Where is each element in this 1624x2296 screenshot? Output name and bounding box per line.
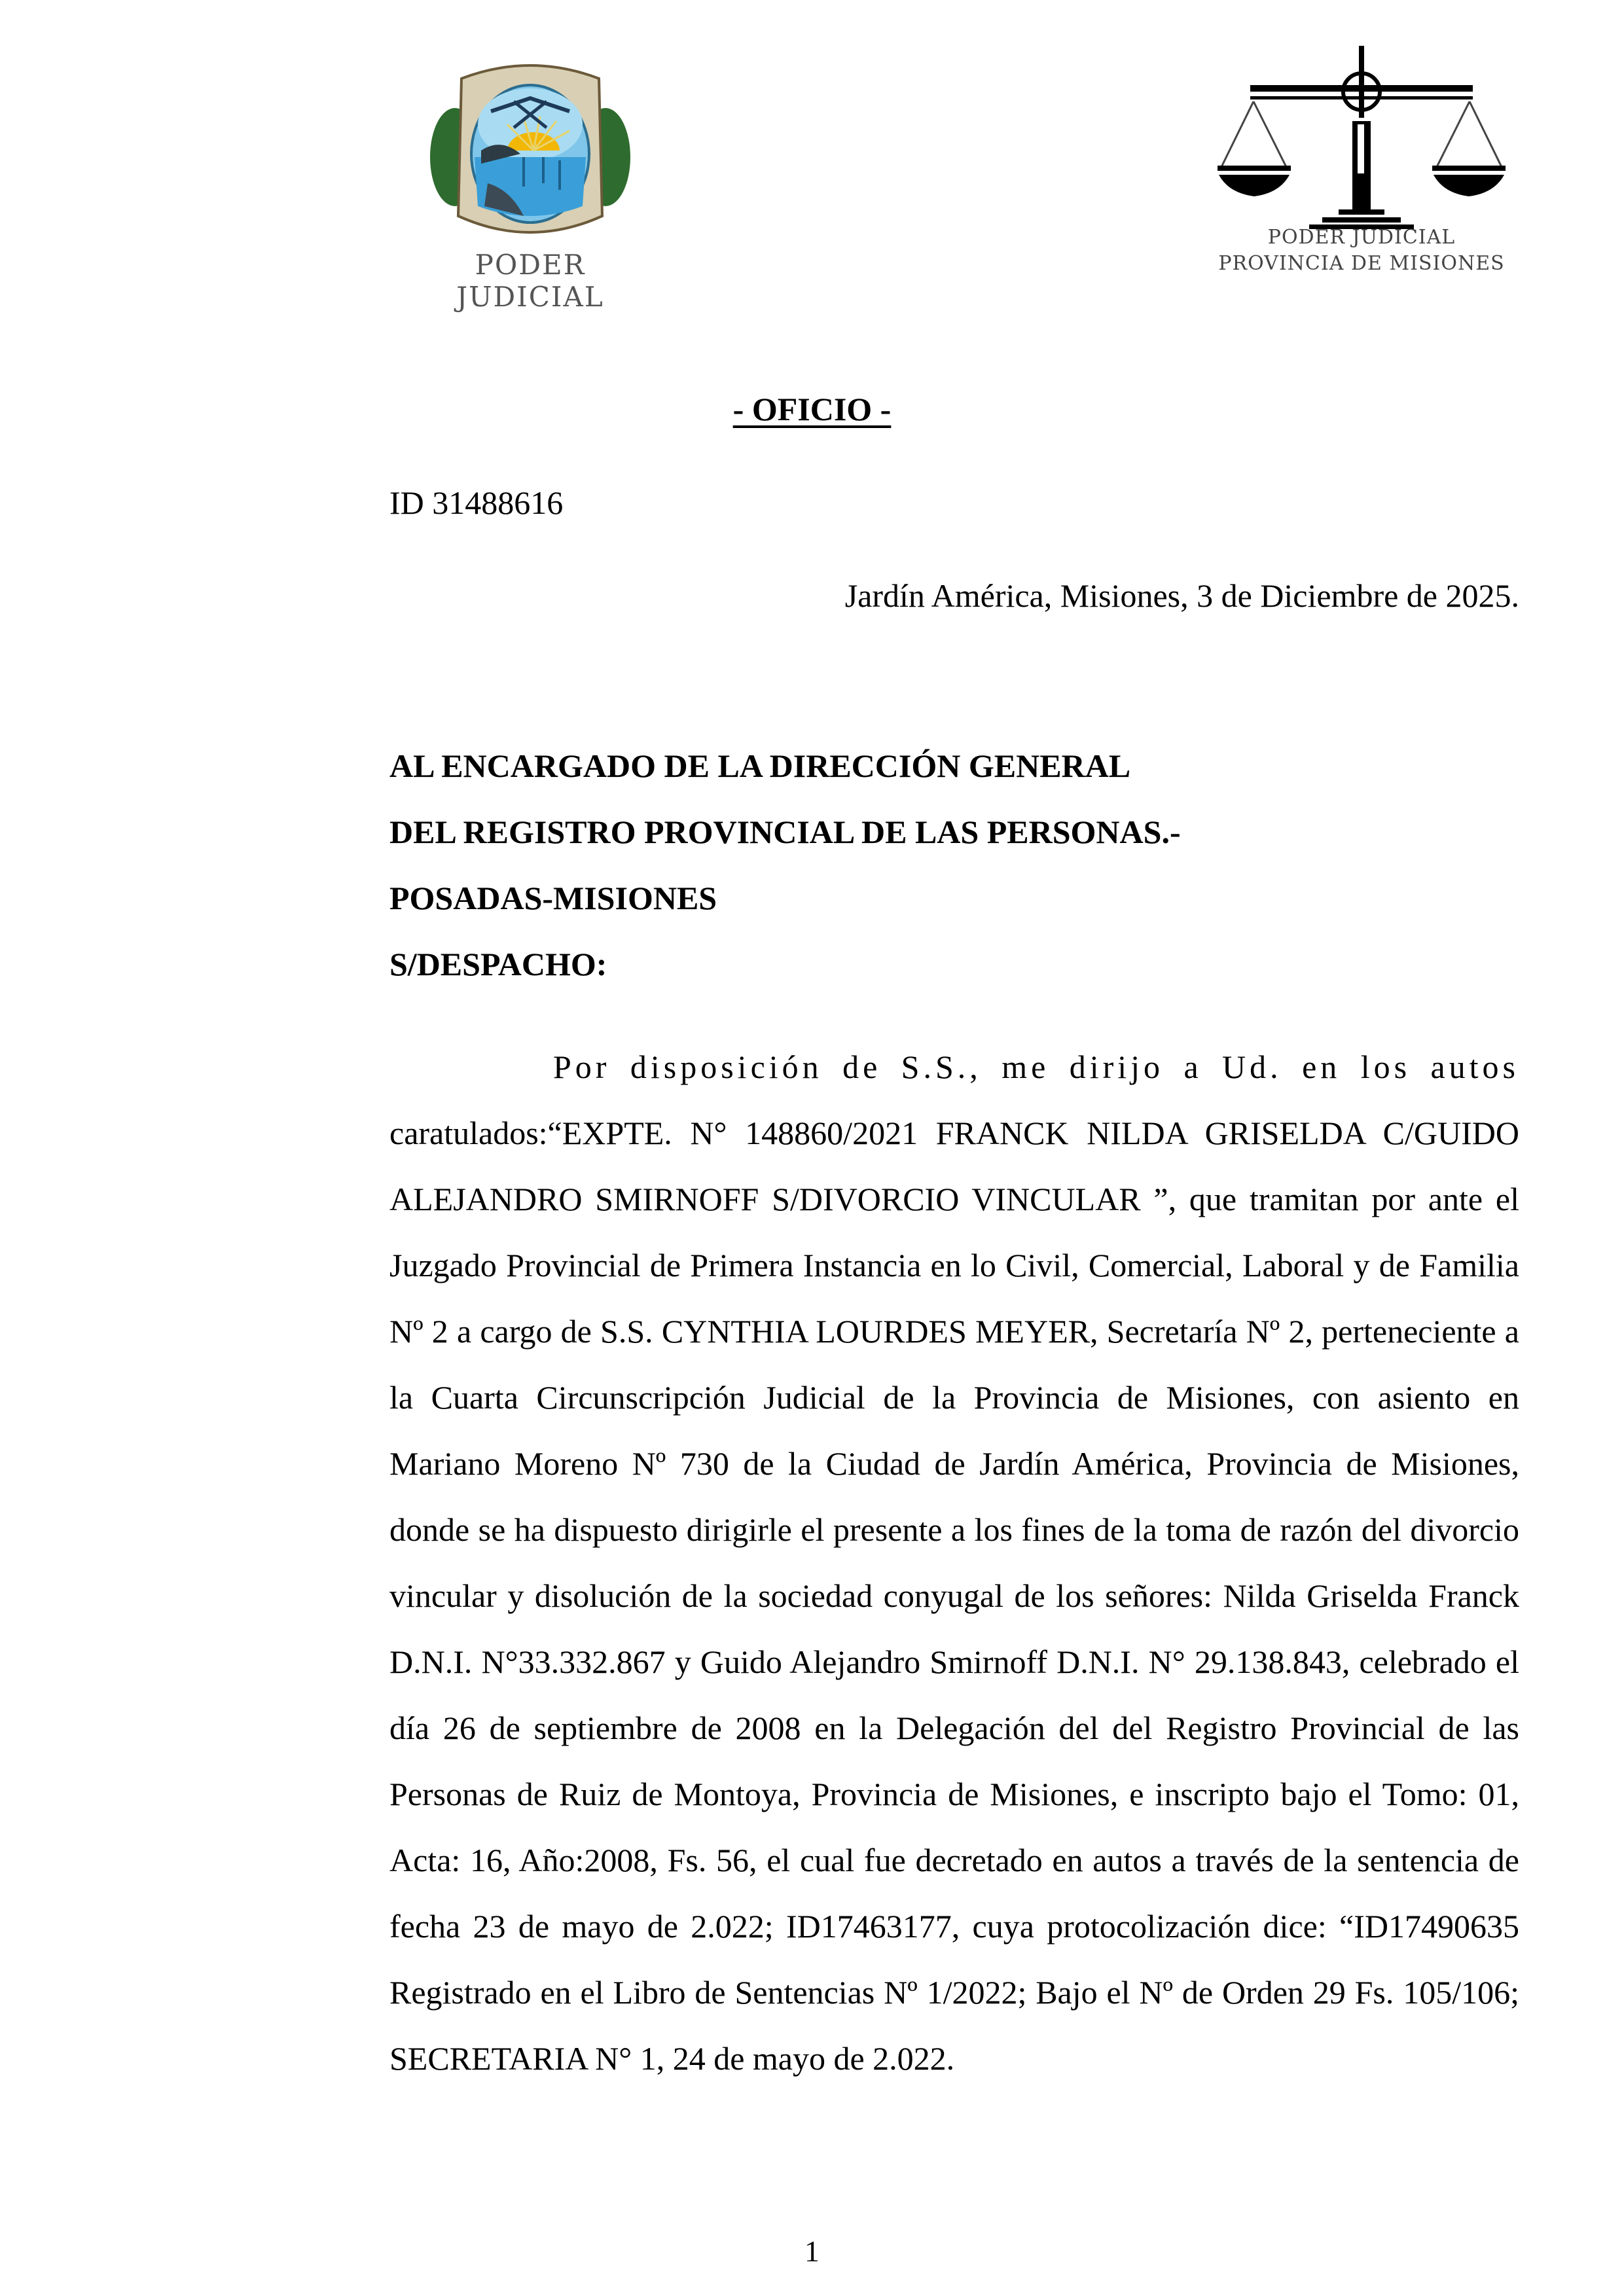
addressee-block xyxy=(389,733,1528,997)
body-line: Acta: 16, Año:2008, Fs. 56, el cual fue decretado en autos a través de la sentencia de xyxy=(389,1842,1519,1878)
body-line: donde se ha dispuesto dirigirle el presente a los fines de la toma de razón del divorcio xyxy=(389,1511,1519,1548)
body-line: Personas de Ruiz de Montoya, Provincia de Misiones, e inscripto bajo el Tomo: 01, xyxy=(389,1776,1519,1812)
body-line: ALEJANDRO SMIRNOFF S/DIVORCIO VINCULAR ”, que tramitan por ante el xyxy=(389,1181,1519,1217)
body-line: Mariano Moreno Nº 730 de la Ciudad de Jardín América, Provincia de Misiones, xyxy=(389,1445,1519,1482)
addressee-line: S/DESPACHO: xyxy=(389,946,607,982)
body-line: fecha 23 de mayo de 2.022; ID17463177, cuya protocolización dice: “ID17490635 xyxy=(389,1908,1519,1945)
body-line: Registrado en el Libro de Sentencias Nº 1/2022; Bajo el Nº de Orden 29 Fs. 105/106; xyxy=(389,1974,1519,2011)
addressee-line: POSADAS-MISIONES xyxy=(389,880,717,916)
body-line: D.N.I. N°33.332.867 y Guido Alejandro Smirnoff D.N.I. N° 29.138.843, celebrado el xyxy=(389,1643,1519,1680)
place-and-date: Jardín América, Misiones, 3 de Diciembre de 2025. xyxy=(844,577,1519,614)
right-logo-caption-line1: PODER JUDICIAL xyxy=(1267,226,1456,249)
left-logo-caption: PODER JUDICIAL xyxy=(456,249,604,313)
poder-judicial-misiones-seal xyxy=(409,52,651,313)
body-line: la Cuarta Circunscripción Judicial de la Provincia de Misiones, con asiento en xyxy=(389,1379,1519,1416)
page-number: 1 xyxy=(804,2234,820,2268)
body-line: día 26 de septiembre de 2008 en la Delegación del del Registro Provincial de las xyxy=(389,1710,1519,1746)
body-line: Nº 2 a cargo de S.S. CYNTHIA LOURDES MEYER, Secretaría Nº 2, perteneciente a xyxy=(389,1313,1519,1350)
document-title-text: - OFICIO - xyxy=(732,391,892,427)
addressee-line: AL ENCARGADO DE LA DIRECCIÓN GENERAL xyxy=(389,747,1131,784)
body-line: vincular y disolución de la sociedad conyugal de los señores: Nilda Griselda Franck xyxy=(389,1577,1519,1614)
body-line: SECRETARIA N° 1, 24 de mayo de 2.022. xyxy=(389,2040,955,2077)
body-paragraph xyxy=(389,1034,1519,2092)
poder-judicial-scales-logo xyxy=(1218,39,1506,301)
right-logo-caption-line2: PROVINCIA DE MISIONES xyxy=(1218,252,1505,275)
addressee-line: DEL REGISTRO PROVINCIAL DE LAS PERSONAS.- xyxy=(389,814,1181,850)
document-id: ID 31488616 xyxy=(389,484,564,521)
body-line: caratulados:“EXPTE. N° 148860/2021 FRANCK NILDA GRISELDA C/GUIDO xyxy=(389,1115,1519,1151)
scales-of-justice-icon xyxy=(1218,39,1506,229)
body-line: Juzgado Provincial de Primera Instancia en lo Civil, Comercial, Laboral y de Familia xyxy=(389,1247,1519,1283)
document-title xyxy=(0,389,1624,429)
provincia-de-misiones-coat-of-arms-icon xyxy=(409,52,651,249)
body-line: Por disposición de S.S., me dirijo a Ud. en los autos xyxy=(553,1049,1519,1085)
